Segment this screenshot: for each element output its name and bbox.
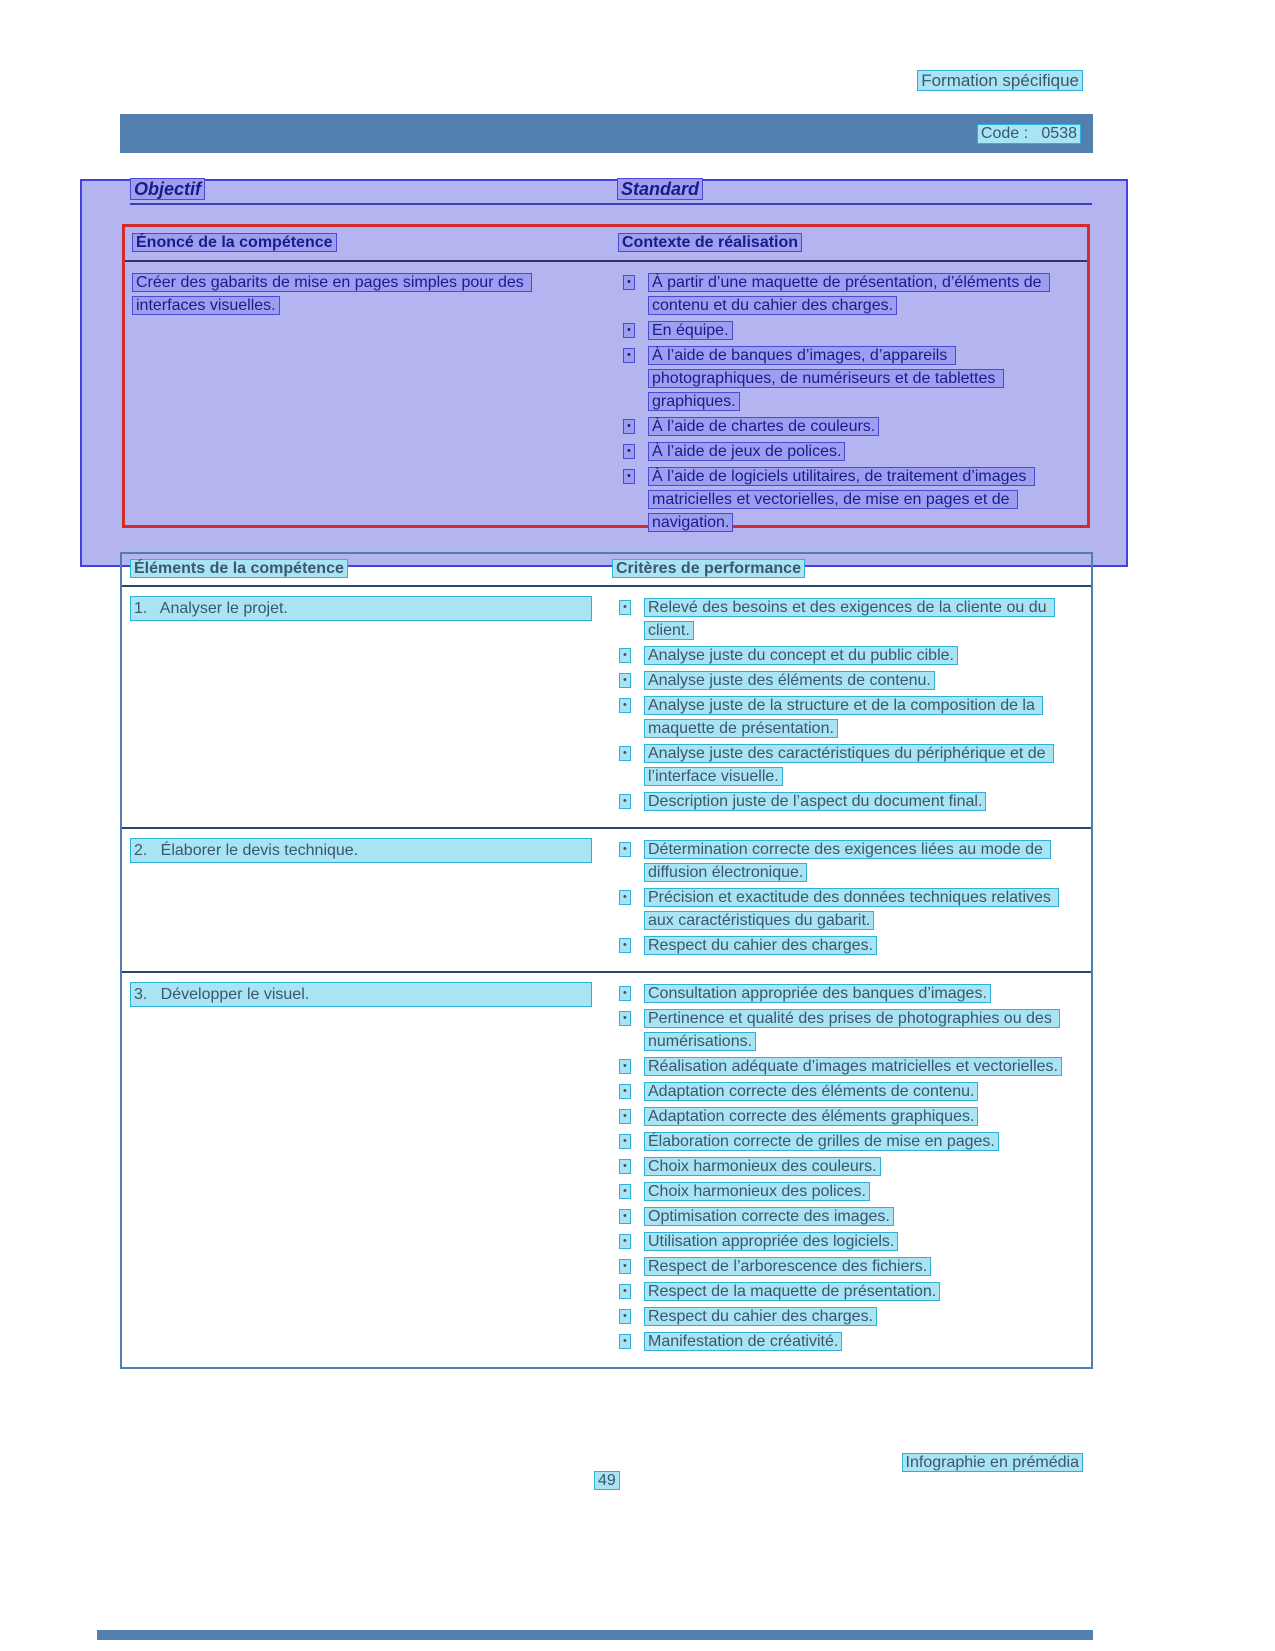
bullet-text: En équipe. (648, 321, 733, 340)
bullet-icon: • (619, 794, 631, 809)
bullet-icon: • (619, 1284, 631, 1299)
competence-text: Créer des gabarits de mise en pages simples pour des interfaces visuelles. (132, 273, 532, 315)
bullet-item (618, 886, 1072, 932)
bullet-item (618, 596, 1072, 642)
bullet-text: Pertinence et qualité des prises de photographies ou des numérisations. (644, 1009, 1060, 1051)
bullet-item (618, 1080, 1072, 1103)
bullet-text: Adaptation correcte des éléments de contenu. (644, 1082, 978, 1101)
competence-row (122, 587, 1091, 827)
bullet-item (622, 465, 1071, 534)
bullet-item (618, 1130, 1072, 1153)
bullet-item (618, 1055, 1072, 1078)
bullet-icon: • (619, 746, 631, 761)
bullet-item (618, 1330, 1072, 1353)
criteria-list (618, 982, 1072, 1353)
bullet-text: Précision et exactitude des données techniques relatives aux caractéristiques du gabarit. (644, 888, 1059, 930)
contexte-header: Contexte de réalisation (618, 233, 802, 252)
bullet-icon: • (623, 323, 635, 338)
contexte-header-cell (618, 234, 1087, 252)
bullet-text: Optimisation correcte des images. (644, 1207, 894, 1226)
element-cell (122, 596, 612, 815)
bullet-icon: • (623, 469, 635, 484)
bullet-text: Élaboration correcte de grilles de mise en pages. (644, 1132, 999, 1151)
document-section-label (917, 71, 1083, 91)
criteres-header: Critères de performance (612, 559, 805, 578)
bullet-text: Choix harmonieux des couleurs. (644, 1157, 881, 1176)
bullet-text: À l’aide de banques d’images, d’appareils photographiques, de numériseurs et de tablettes graphiques. (648, 346, 1004, 411)
criteres-header-cell (612, 560, 1091, 578)
bullet-icon: • (619, 1234, 631, 1249)
enonce-header: Énoncé de la compétence (132, 233, 337, 252)
bullet-item (618, 1007, 1072, 1053)
code-text: Code : 0538 (977, 124, 1081, 144)
bullet-item (618, 1280, 1072, 1303)
bullet-icon: • (619, 648, 631, 663)
bullet-icon: • (619, 1134, 631, 1149)
bullet-item (618, 934, 1072, 957)
footer-rule (97, 1630, 1093, 1640)
bullet-text: Relevé des besoins et des exigences de la cliente ou du client. (644, 598, 1055, 640)
program-name-footer (902, 1454, 1083, 1472)
bullet-icon: • (619, 600, 631, 615)
bullet-item (618, 1180, 1072, 1203)
bullet-text: Respect de la maquette de présentation. (644, 1282, 940, 1301)
bullet-icon: • (623, 348, 635, 363)
bullet-item (618, 742, 1072, 788)
bullet-icon: • (619, 1109, 631, 1124)
bullet-item (618, 1155, 1072, 1178)
bullet-icon: • (619, 842, 631, 857)
bullet-icon: • (619, 1259, 631, 1274)
elements-criteres-table (120, 552, 1093, 1369)
bullet-icon: • (619, 1209, 631, 1224)
competence-row (122, 827, 1091, 971)
bullet-text: Respect du cahier des charges. (644, 1307, 877, 1326)
bullet-icon: • (619, 1084, 631, 1099)
bullet-text: À l’aide de jeux de polices. (648, 442, 845, 461)
criteria-list (618, 838, 1072, 957)
bullet-text: À l’aide de logiciels utilitaires, de traitement d’images matricielles et vectorielles, de mise en pages et de navigation. (648, 467, 1035, 532)
competence-cell (125, 271, 618, 536)
bullet-text: À partir d’une maquette de présentation, d’éléments de contenu et du cahier des charges. (648, 273, 1050, 315)
standard-title: Standard (617, 178, 703, 200)
elements-criteres-header-row (122, 554, 1091, 587)
bullet-text: Analyse juste des caractéristiques du périphérique et de l’interface visuelle. (644, 744, 1054, 786)
bullet-text: Respect de l’arborescence des fichiers. (644, 1257, 931, 1276)
enonce-contexte-body (125, 262, 1087, 536)
bullet-item (618, 669, 1072, 692)
bullet-text: Adaptation correcte des éléments graphiques. (644, 1107, 978, 1126)
bullet-item (622, 319, 1071, 342)
elements-header-cell (122, 560, 612, 578)
bullet-text: Analyse juste des éléments de contenu. (644, 671, 935, 690)
bullet-text: Respect du cahier des charges. (644, 936, 877, 955)
element-cell (122, 838, 612, 959)
element-label: 3. Développer le visuel. (130, 982, 592, 1007)
objectif-title-cell (130, 179, 617, 200)
bullet-icon: • (619, 1334, 631, 1349)
objectif-title: Objectif (130, 178, 205, 200)
bullet-item (622, 344, 1071, 413)
bullet-item (618, 1255, 1072, 1278)
criteria-cell (612, 596, 1091, 815)
bullet-icon: • (619, 986, 631, 1001)
bullet-item (622, 271, 1071, 317)
bullet-text: Consultation appropriée des banques d’images. (644, 984, 991, 1003)
bullet-icon: • (619, 1159, 631, 1174)
section-label-text: Formation spécifique (917, 70, 1083, 91)
bullet-item (618, 982, 1072, 1005)
bullet-icon: • (619, 890, 631, 905)
criteria-cell (612, 838, 1091, 959)
bullet-text: Réalisation adéquate d’images matricielles et vectorielles. (644, 1057, 1062, 1076)
criteria-cell (612, 982, 1091, 1355)
bullet-icon: • (619, 938, 631, 953)
selection-overlay (80, 179, 1128, 567)
contexte-list (622, 271, 1071, 534)
bullet-icon: • (619, 698, 631, 713)
bullet-icon: • (619, 1059, 631, 1074)
enonce-contexte-table (122, 224, 1090, 531)
enonce-header-cell (125, 234, 618, 252)
bullet-icon: • (623, 444, 635, 459)
bullet-item (618, 838, 1072, 884)
bullet-text: Utilisation appropriée des logiciels. (644, 1232, 898, 1251)
bullet-item (618, 790, 1072, 813)
objectif-standard-row (130, 178, 1092, 205)
page-number: 49 (594, 1471, 620, 1490)
bullet-text: Analyse juste de la structure et de la composition de la maquette de présentation. (644, 696, 1043, 738)
bullet-icon: • (623, 275, 635, 290)
bullet-icon: • (619, 1184, 631, 1199)
element-label: 2. Élaborer le devis technique. (130, 838, 592, 863)
bullet-item (622, 415, 1071, 438)
code-banner (120, 114, 1093, 153)
bullet-icon: • (619, 1309, 631, 1324)
bullet-item (618, 1105, 1072, 1128)
bullet-text: Manifestation de créativité. (644, 1332, 842, 1351)
page-number-container (594, 1472, 620, 1490)
competence-row (122, 971, 1091, 1367)
bullet-item (618, 1205, 1072, 1228)
standard-title-cell (617, 179, 703, 200)
enonce-contexte-header-row (125, 227, 1087, 262)
bullet-icon: • (619, 1011, 631, 1026)
program-name: Infographie en prémédia (902, 1453, 1083, 1472)
elements-header: Éléments de la compétence (130, 559, 348, 578)
bullet-item (622, 440, 1071, 463)
bullet-item (618, 1305, 1072, 1328)
contexte-cell (618, 271, 1087, 536)
bullet-item (618, 694, 1072, 740)
element-label: 1. Analyser le projet. (130, 596, 592, 621)
bullet-item (618, 1230, 1072, 1253)
bullet-text: Détermination correcte des exigences liées au mode de diffusion électronique. (644, 840, 1051, 882)
bullet-text: À l’aide de chartes de couleurs. (648, 417, 879, 436)
criteria-list (618, 596, 1072, 813)
bullet-item (618, 644, 1072, 667)
bullet-text: Analyse juste du concept et du public cible. (644, 646, 958, 665)
bullet-icon: • (623, 419, 635, 434)
competence-rows (122, 587, 1091, 1367)
bullet-text: Description juste de l’aspect du document final. (644, 792, 986, 811)
element-cell (122, 982, 612, 1355)
bullet-icon: • (619, 673, 631, 688)
bullet-text: Choix harmonieux des polices. (644, 1182, 870, 1201)
